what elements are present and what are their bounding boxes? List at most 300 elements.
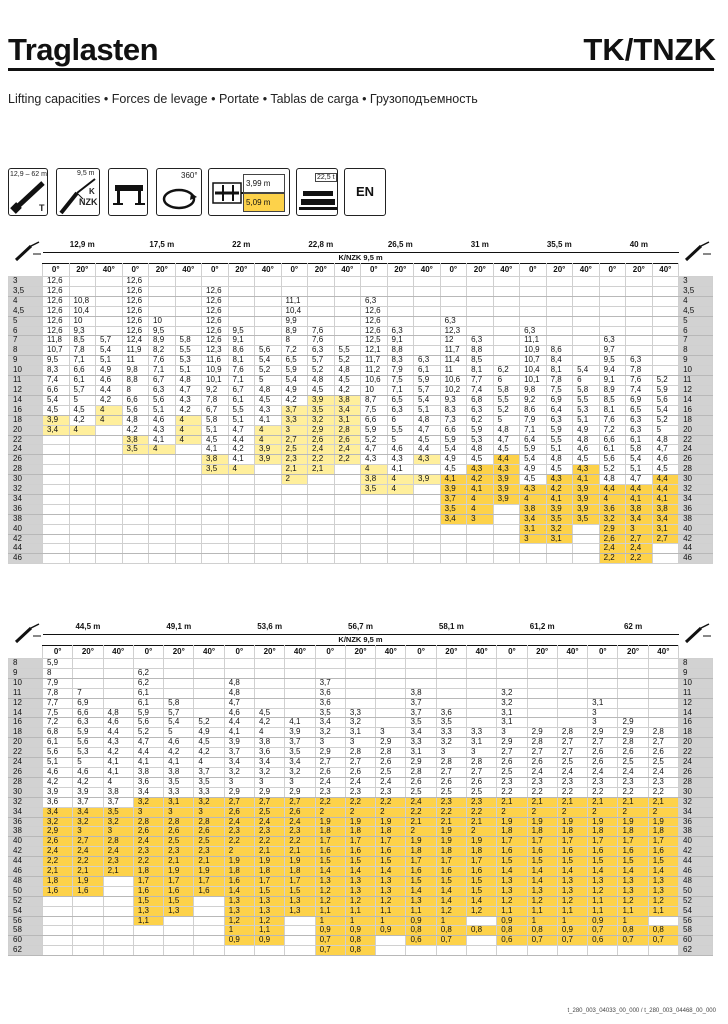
capacity-cell: 1,1 [588,906,618,916]
angle-header: 20° [626,264,653,277]
capacity-cell [69,475,96,485]
capacity-cell: 1 [618,916,648,926]
capacity-cell [387,494,414,504]
capacity-cell: 4,4 [224,718,254,728]
capacity-cell: 5,9 [414,376,441,386]
capacity-cell: 7,2 [599,425,626,435]
capacity-cell: 2,5 [497,767,527,777]
capacity-cell: 2 [281,475,308,485]
capacity-cell: 1 [345,916,375,926]
angle-header: 0° [361,264,388,277]
capacity-cell [103,876,133,886]
capacity-cell [224,668,254,678]
capacity-cell: 2,6 [467,777,497,787]
capacity-cell [414,346,441,356]
capacity-cell: 2,1 [467,817,497,827]
capacity-cell [164,936,194,946]
capacity-cell [202,504,229,514]
capacity-cell [467,678,497,688]
capacity-cell [440,296,467,306]
capacity-cell: 1,5 [557,857,587,867]
capacity-cell: 1,8 [133,867,163,877]
radius-cell: 10 [679,366,713,376]
table-row [9,534,713,544]
capacity-cell: 3,1 [497,718,527,728]
capacity-cell: 1,8 [557,827,587,837]
capacity-cell [573,286,600,296]
capacity-cell [96,514,123,524]
capacity-cell: 1,8 [406,847,436,857]
capacity-cell: 4 [96,415,123,425]
capacity-cell [96,554,123,564]
capacity-cell: 2,2 [648,787,678,797]
capacity-cell: 4,8 [175,376,202,386]
capacity-cell: 3,1 [497,708,527,718]
capacity-cell: 3,8 [202,455,229,465]
capacity-cell [281,286,308,296]
radius-cell: 34 [9,807,43,817]
capacity-cell: 2,3 [315,787,345,797]
angle-header: 40° [175,264,202,277]
capacity-cell: 5,9 [652,385,679,395]
radius-cell: 9 [9,356,43,366]
capacity-cell [43,926,73,936]
capacity-cell: 2,7 [527,748,557,758]
table-row [9,718,713,728]
capacity-cell: 5,6 [652,395,679,405]
capacity-cell: 3,4 [315,718,345,728]
capacity-cell [96,316,123,326]
capacity-cell: 3 [194,807,224,817]
capacity-cell: 9,5 [149,326,176,336]
capacity-cell: 5,3 [73,748,103,758]
boom-length-header: 62 m [588,620,679,635]
radius-cell: 32 [9,797,43,807]
capacity-cell: 1,3 [255,896,285,906]
boom-length-header: 17,5 m [122,238,202,253]
capacity-cell: 2,9 [308,425,335,435]
capacity-cell: 1,7 [648,837,678,847]
capacity-cell [308,504,335,514]
capacity-cell: 10,2 [440,385,467,395]
capacity-cell [255,668,285,678]
capacity-cell: 6,3 [520,326,547,336]
capacity-cell: 4,6 [164,738,194,748]
capacity-cell: 3,2 [436,738,466,748]
capacity-cell [228,475,255,485]
capacity-cell: 2,2 [224,837,254,847]
capacity-cell: 1,9 [467,837,497,847]
capacity-cell [527,659,557,669]
capacity-cell: 9,3 [69,326,96,336]
table-row [9,886,713,896]
capacity-cell [255,544,282,554]
capacity-cell [308,296,335,306]
capacity-cell: 3,1 [164,797,194,807]
capacity-cell: 1 [376,916,406,926]
capacity-cell [557,708,587,718]
capacity-cell: 3,8 [164,767,194,777]
capacity-cell: 7 [73,688,103,698]
capacity-cell [652,346,679,356]
capacity-cell: 8,1 [546,366,573,376]
jib-config-header: K/NZK 9,5 m [43,635,679,646]
table-row [9,698,713,708]
capacity-cell [406,946,436,956]
capacity-cell: 3,8 [361,475,388,485]
capacity-cell: 2,4 [618,767,648,777]
capacity-cell: 5,4 [414,395,441,405]
capacity-cell [648,708,678,718]
capacity-cell: 4,1 [202,445,229,455]
capacity-cell: 1,4 [497,867,527,877]
capacity-cell: 6,3 [308,346,335,356]
capacity-cell: 1,6 [376,847,406,857]
capacity-cell: 3,2 [103,817,133,827]
capacity-cell [618,688,648,698]
capacity-cell: 4,2 [255,718,285,728]
capacity-cell [546,316,573,326]
capacity-cell: 4,8 [224,678,254,688]
capacity-cell [618,659,648,669]
capacity-cell [175,554,202,564]
capacity-cell: 5,1 [96,356,123,366]
capacity-cell [334,534,361,544]
capacity-cell [149,514,176,524]
capacity-cell [527,678,557,688]
capacity-cell: 5,1 [546,445,573,455]
capacity-cell: 3,7 [406,708,436,718]
capacity-cell: 7,2 [281,346,308,356]
capacity-cell: 3,7 [406,698,436,708]
radius-cell: 24 [679,758,713,768]
capacity-cell: 2,2 [626,554,653,564]
boom-length-header: 40 m [599,238,679,253]
capacity-cell [228,544,255,554]
table-row [9,356,713,366]
capacity-cell: 7,2 [43,718,73,728]
radius-cell: 24 [9,758,43,768]
capacity-cell [175,485,202,495]
capacity-cell: 3,5 [436,718,466,728]
capacity-cell: 2,3 [497,777,527,787]
capacity-cell [285,926,315,936]
crane-right-icon [679,238,713,277]
capacity-cell: 3,1 [334,415,361,425]
capacity-cell [175,534,202,544]
capacity-cell: 1,7 [255,876,285,886]
capacity-cell: 1,8 [467,847,497,857]
capacity-cell: 5,8 [202,415,229,425]
capacity-cell [194,906,224,916]
capacity-cell: 2,2 [557,787,587,797]
capacity-cell: 3,6 [436,708,466,718]
capacity-cell [467,296,494,306]
capacity-cell [281,524,308,534]
capacity-cell [194,926,224,936]
capacity-cell: 2,3 [194,847,224,857]
capacity-cell: 0,7 [315,936,345,946]
capacity-cell: 5,9 [520,445,547,455]
capacity-cell: 5,6 [43,748,73,758]
capacity-cell: 6,9 [626,395,653,405]
table-row [9,896,713,906]
capacity-cell: 2,6 [164,827,194,837]
radius-cell: 8 [9,346,43,356]
capacity-cell [103,946,133,956]
capacity-cell [69,455,96,465]
capacity-cell: 2,4 [648,767,678,777]
radius-cell: 28 [679,465,713,475]
capacity-cell: 6,5 [281,356,308,366]
capacity-cell [149,277,176,287]
capacity-cell: 4,8 [414,415,441,425]
table-row [9,936,713,946]
capacity-cell: 5,8 [175,336,202,346]
capacity-cell: 8,9 [599,385,626,395]
capacity-cell: 3,6 [315,688,345,698]
radius-cell: 28 [9,465,43,475]
capacity-cell: 4 [103,777,133,787]
capacity-cell [440,524,467,534]
capacity-cell: 4,8 [334,366,361,376]
capacity-cell [573,326,600,336]
angle-header: 20° [73,646,103,659]
radius-cell: 26 [9,767,43,777]
capacity-cell: 2 [224,847,254,857]
capacity-cell: 1,5 [315,857,345,867]
capacity-cell [43,534,70,544]
outrigger-base-icon [208,168,290,216]
capacity-cell: 4,5 [308,385,335,395]
capacity-cell: 0,7 [315,946,345,956]
capacity-cell: 3 [255,777,285,787]
capacity-cell: 1,5 [497,857,527,867]
capacity-cell [527,668,557,678]
capacity-cell: 2,1 [194,857,224,867]
capacity-cell [599,277,626,287]
capacity-cell: 1,5 [527,857,557,867]
capacity-cell: 1,6 [164,886,194,896]
table-row [9,748,713,758]
capacity-cell: 3,5 [573,514,600,524]
capacity-cell [618,678,648,688]
capacity-cell [334,277,361,287]
capacity-cell: 2,2 [315,797,345,807]
capacity-cell [69,286,96,296]
capacity-cell [149,465,176,475]
capacity-cell: 0,7 [436,936,466,946]
angle-header: 20° [255,646,285,659]
capacity-cell: 3,5 [315,708,345,718]
table-row [9,385,713,395]
capacity-cell [361,544,388,554]
capacity-cell: 3,5 [308,405,335,415]
capacity-cell [467,554,494,564]
capacity-cell: 4,1 [224,728,254,738]
radius-cell: 4,5 [9,306,43,316]
capacity-cell: 5,4 [96,346,123,356]
capacity-cell: 3,2 [546,524,573,534]
capacity-cell [467,688,497,698]
capacity-cell: 6,1 [133,698,163,708]
capacity-cell: 1,3 [497,886,527,896]
capacity-cell: 3 [315,738,345,748]
capacity-cell: 7,5 [361,405,388,415]
angle-header: 20° [527,646,557,659]
capacity-cell: 3,9 [573,504,600,514]
capacity-cell: 6 [387,415,414,425]
capacity-cell [406,659,436,669]
radius-cell: 14 [9,395,43,405]
radius-cell: 58 [9,926,43,936]
capacity-cell: 1,9 [588,817,618,827]
capacity-cell: 0,7 [618,936,648,946]
capacity-cell: 4,1 [133,758,163,768]
capacity-cell: 3,9 [493,475,520,485]
capacity-cell [334,306,361,316]
capacity-cell [414,534,441,544]
capacity-cell: 0,9 [497,916,527,926]
capacity-cell: 2,6 [599,534,626,544]
capacity-cell: 4,5 [440,465,467,475]
radius-cell: 50 [9,886,43,896]
jib-k-label: K [89,187,95,196]
capacity-cell: 6,7 [149,376,176,386]
capacity-cell [588,678,618,688]
capacity-cell: 2,2 [497,787,527,797]
capacity-cell: 3,5 [202,465,229,475]
capacity-cell: 2,5 [281,445,308,455]
capacity-cell: 1,7 [315,837,345,847]
capacity-cell [308,524,335,534]
capacity-cell: 6,3 [440,316,467,326]
capacity-cell: 3,8 [133,767,163,777]
capacity-cell [73,926,103,936]
capacity-cell [133,936,163,946]
capacity-cell: 3,1 [406,748,436,758]
radius-cell: 5 [679,316,713,326]
capacity-cell: 1,6 [133,886,163,896]
capacity-cell: 4,5 [414,435,441,445]
capacity-cell: 1,3 [315,876,345,886]
capacity-cell [493,554,520,564]
capacity-cell [334,465,361,475]
capacity-cell: 2,6 [194,827,224,837]
capacity-cell: 2,1 [285,847,315,857]
capacity-cell [467,524,494,534]
capacity-cell: 10,6 [440,376,467,386]
capacity-cell [122,554,149,564]
capacity-cell [557,698,587,708]
capacity-cell: 5,3 [573,405,600,415]
capacity-cell [73,916,103,926]
capacity-cell [255,286,282,296]
capacity-cell [652,336,679,346]
capacity-cell: 4,5 [334,376,361,386]
capacity-cell: 2,6 [285,807,315,817]
capacity-cell [43,494,70,504]
radius-cell: 18 [679,415,713,425]
capacity-cell: 6,3 [414,356,441,366]
outrigger-width-2: 5,09 m [243,193,285,212]
capacity-cell [43,524,70,534]
capacity-cell: 3,2 [345,718,375,728]
capacity-cell: 0,7 [527,936,557,946]
capacity-cell: 2,4 [557,767,587,777]
capacity-cell [648,688,678,698]
capacity-cell: 4,4 [599,485,626,495]
capacity-cell [406,668,436,678]
capacity-cell: 1,3 [285,896,315,906]
capacity-cell: 1,2 [648,896,678,906]
capacity-cell: 1,8 [497,827,527,837]
capacity-cell: 5,5 [546,435,573,445]
radius-cell: 26 [679,455,713,465]
capacity-cell [467,916,497,926]
capacity-cell [103,688,133,698]
table-row [9,366,713,376]
capacity-cell: 1,7 [194,876,224,886]
capacity-cell: 1,9 [406,837,436,847]
capacity-cell: 5 [493,415,520,425]
capacity-cell: 2 [376,807,406,817]
radius-cell: 14 [679,708,713,718]
angle-header: 0° [133,646,163,659]
capacity-cell: 3,4 [43,425,70,435]
capacity-cell [202,554,229,564]
table-row [9,395,713,405]
capacity-cell: 3 [520,534,547,544]
capacity-cell: 5,5 [493,395,520,405]
boom-length-header: 35,5 m [520,238,600,253]
capacity-cell [228,494,255,504]
capacity-cell: 7,8 [626,366,653,376]
capacity-cell [43,514,70,524]
radius-cell: 42 [9,534,43,544]
capacity-cell [652,286,679,296]
capacity-cell: 7,5 [387,376,414,386]
angle-header: 20° [228,264,255,277]
capacity-cell: 1,6 [588,847,618,857]
capacity-cell [573,554,600,564]
capacity-cell: 2,6 [376,758,406,768]
capacity-cell [285,936,315,946]
capacity-cell [281,277,308,287]
radius-cell: 48 [679,876,713,886]
table-row [9,445,713,455]
capacity-cell [520,316,547,326]
capacity-cell: 4,6 [149,415,176,425]
capacity-cell: 1,7 [285,876,315,886]
capacity-cell [228,286,255,296]
capacity-cell: 3,2 [43,817,73,827]
radius-cell: 9 [679,356,713,366]
capacity-cell [96,286,123,296]
capacity-cell: 2,6 [618,748,648,758]
capacity-cell: 3,7 [315,678,345,688]
capacity-cell: 2,8 [467,758,497,768]
radius-cell: 9 [9,668,43,678]
capacity-cell: 0,8 [345,936,375,946]
capacity-cell: 5,9 [467,425,494,435]
capacity-cell: 4,8 [546,455,573,465]
capacity-cell: 12,6 [122,296,149,306]
capacity-cell [652,554,679,564]
capacity-cell: 8,6 [228,346,255,356]
capacity-cell [436,678,466,688]
capacity-cell: 5,6 [133,718,163,728]
